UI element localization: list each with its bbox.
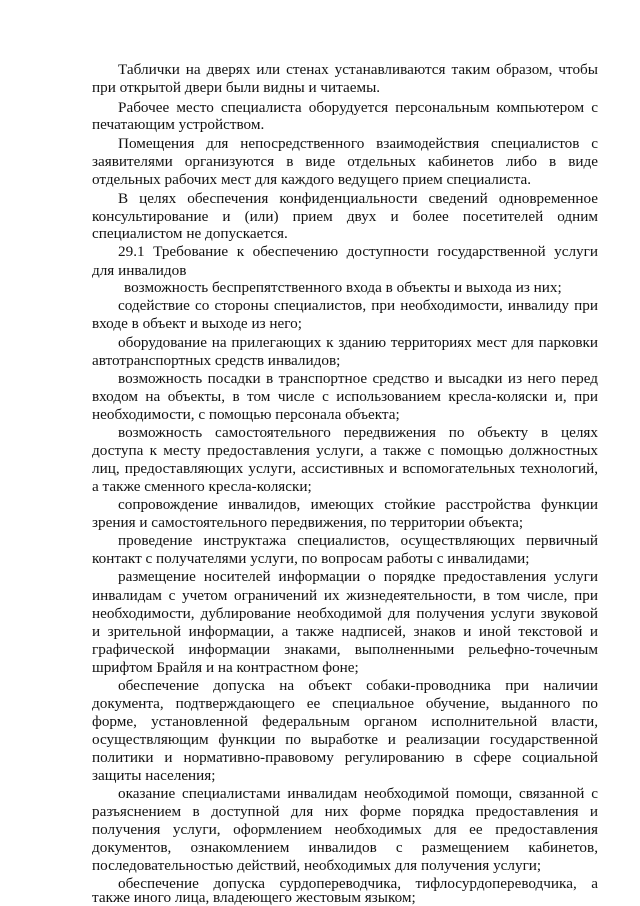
- text-line: графической информации знаками, выполненными рельефно-точечным: [92, 641, 598, 658]
- text-line: зрения и самостоятельного передвижения, по территории объекта;: [92, 514, 524, 531]
- text-line: необходимости, дублирование необходимой для получения услуги звуковой: [92, 605, 598, 622]
- text-line: контакт с получателями услуги, по вопросам работы с инвалидами;: [92, 550, 530, 567]
- text-line: входе в объект и выходе из него;: [92, 315, 302, 332]
- text-line: шрифтом Брайля и на контрастном фоне;: [92, 659, 359, 676]
- list-item: размещение носителей информации о порядке предоставления услуги: [118, 568, 598, 585]
- text-line: Таблички на дверях или стенах устанавливаются таким образом, чтобы: [118, 61, 598, 78]
- text-line: отдельных рабочих мест для каждого ведущего прием специалиста.: [92, 171, 532, 188]
- text-line: печатающим устройством.: [92, 116, 265, 133]
- text-line: при открытой двери были видны и читаемы.: [92, 79, 381, 96]
- list-item: обеспечение допуска сурдопереводчика, тифлосурдопереводчика, а: [118, 875, 598, 892]
- list-item: содействие со стороны специалистов, при необходимости, инвалиду при: [118, 297, 598, 314]
- text-line: документов, ознакомлением инвалидов с размещением кабинетов,: [92, 839, 598, 856]
- list-item: проведение инструктажа специалистов, осуществляющих первичный: [118, 532, 598, 549]
- text-line: В целях обеспечения конфиденциальности сведений одновременное: [118, 190, 598, 207]
- text-line: заявителями организуются в виде отдельных кабинетов либо в виде: [92, 153, 598, 170]
- text-line: и зрительной информации, а также надписей, знаков и иной текстовой и: [92, 623, 598, 640]
- text-line: документа, подтверждающего ее специальное обучение, выданного по: [92, 695, 598, 712]
- section-heading: 29.1 Требование к обеспечению доступности государственной услуги: [118, 243, 598, 260]
- text-line: разъяснением в доступной для них форме порядка предоставления и: [92, 803, 598, 820]
- text-line: инвалидам с учетом ограничений их жизнедеятельности, в том числе, при: [92, 587, 598, 604]
- text-line: Помещения для непосредственного взаимодействия специалистов с: [118, 135, 598, 152]
- list-item: возможность посадки в транспортное средство и высадки из него перед: [118, 370, 598, 387]
- list-item: возможность самостоятельного передвижения по объекту в целях: [118, 424, 598, 441]
- text-line: осуществляющим функции по выработке и реализации государственной: [92, 731, 598, 748]
- text-line: специалистом не допускается.: [92, 225, 288, 242]
- text-line: а также сменного кресла-коляски;: [92, 478, 312, 495]
- text-line: политики и нормативно-правовому регулированию в сфере социальной: [92, 749, 598, 766]
- text-line: Рабочее место специалиста оборудуется персональным компьютером с: [118, 99, 598, 116]
- list-item: возможность беспрепятственного входа в объекты и выхода из них;: [124, 279, 562, 296]
- text-line: защиты населения;: [92, 767, 216, 784]
- list-item: обеспечение допуска на объект собаки-проводника при наличии: [118, 677, 598, 694]
- list-item: оказание специалистами инвалидам необходимой помощи, связанной с: [118, 785, 598, 802]
- list-item: оборудование на прилегающих к зданию территориях мест для парковки: [118, 334, 598, 351]
- text-line: доступа к месту предоставления услуги, а также с помощью должностных: [92, 442, 598, 459]
- list-item: сопровождение инвалидов, имеющих стойкие расстройства функции: [118, 496, 598, 513]
- text-line: автотранспортных средств инвалидов;: [92, 352, 341, 369]
- text-line: также иного лица, владеющего жестовым языком;: [92, 889, 416, 906]
- text-line: лиц, предоставляющих услуги, ассистивных и вспомогательных технологий,: [92, 460, 598, 477]
- text-line: входом на объекты, в том числе с использованием кресла-коляски и, при: [92, 388, 598, 405]
- text-line: последовательностью действий, необходимых для получения услуги;: [92, 857, 542, 874]
- text-line: необходимости, с помощью персонала объекта;: [92, 406, 400, 423]
- text-line: консультирование и (или) прием двух и более посетителей одним: [92, 208, 598, 225]
- text-line: форме, установленной федеральным органом исполнительной власти,: [92, 713, 598, 730]
- text-line: получения услуги, оформлением необходимых для ее предоставления: [92, 821, 598, 838]
- section-heading-cont: для инвалидов: [92, 262, 187, 279]
